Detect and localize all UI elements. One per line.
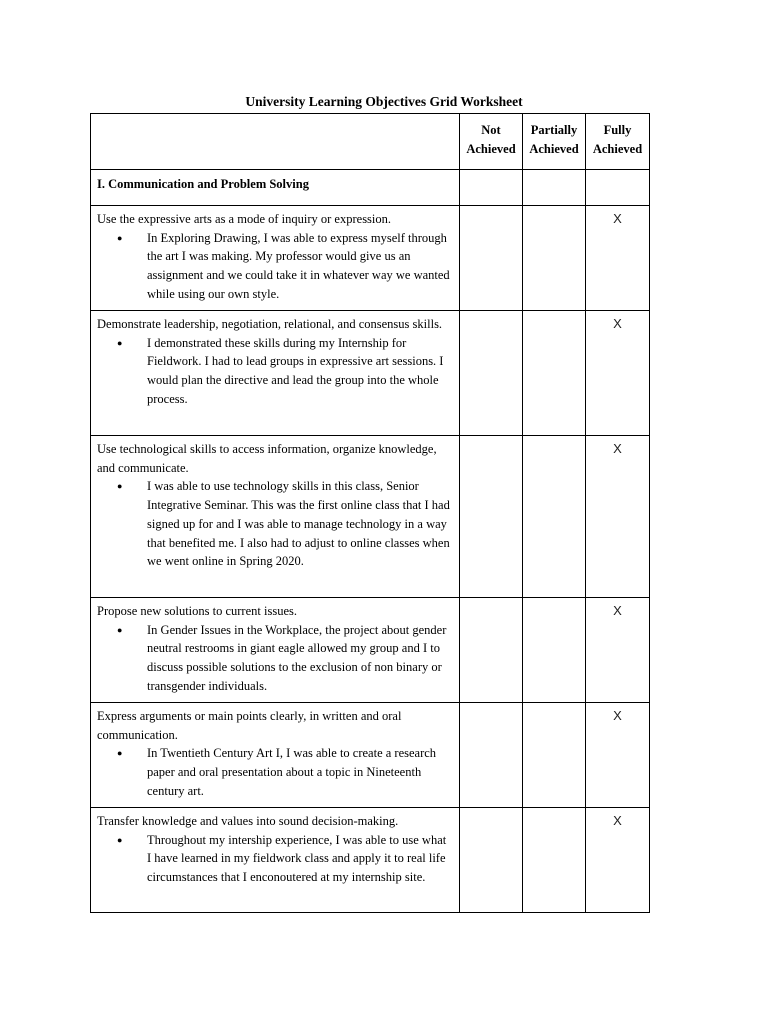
objective-text: Propose new solutions to current issues. <box>97 604 297 618</box>
evidence-text: I was able to use technology skills in this class, Senior Integrative Seminar. This was the first online class that I had signed up for and I was able to manage technology in a way that benefited me. I also had to adjust to online classes when we went online in Spring 2020. <box>147 479 450 569</box>
fully-achieved-cell <box>586 311 650 436</box>
objective-row <box>91 436 650 598</box>
fully-achieved-cell <box>586 808 650 913</box>
partially-achieved-cell <box>523 703 586 808</box>
bullet-icon: ● <box>117 834 123 845</box>
partially-achieved-cell <box>523 598 586 703</box>
objectives-grid-table <box>90 113 650 913</box>
objective-cell <box>91 703 460 808</box>
partially-achieved-cell <box>523 808 586 913</box>
evidence-text: Throughout my intership experience, I was able to use what I have learned in my fieldwork class and apply it to real life circumstances that I enconoutered at my internship site. <box>147 832 447 885</box>
section-full-cell <box>586 170 650 206</box>
objective-row <box>91 808 650 913</box>
bullet-icon: ● <box>117 337 123 348</box>
fully-achieved-cell <box>586 703 650 808</box>
not-achieved-header-line1: Not <box>481 123 501 137</box>
objective-cell <box>91 598 460 703</box>
objective-text: Express arguments or main points clearly, in written and oral communication. <box>97 709 402 742</box>
partially-achieved-header-line1: Partially <box>530 123 578 137</box>
fully-achieved-cell <box>586 598 650 703</box>
not-achieved-header <box>460 114 523 170</box>
fully-achieved-cell <box>586 436 650 598</box>
fully-achieved-mark: X <box>613 316 622 331</box>
not-achieved-cell <box>460 436 523 598</box>
evidence-bullet <box>117 831 453 887</box>
bullet-icon: ● <box>117 232 123 243</box>
fully-achieved-header <box>586 114 650 170</box>
fully-achieved-mark: X <box>613 211 622 226</box>
partially-achieved-cell <box>523 436 586 598</box>
bullet-icon: ● <box>117 481 123 492</box>
objective-cell <box>91 808 460 913</box>
evidence-text: In Exploring Drawing, I was able to express myself through the art I was making. My professor would give us an assignment and we could take it in whatever way we wanted while using our own style. <box>147 230 450 301</box>
partially-achieved-header-line2: Achieved <box>529 141 579 156</box>
fully-achieved-header-line2: Achieved <box>592 141 643 156</box>
objective-text: Demonstrate leadership, negotiation, relational, and consensus skills. <box>97 317 443 331</box>
objective-row <box>91 703 650 808</box>
section-partial-cell <box>523 170 586 206</box>
bullet-icon: ● <box>117 748 123 759</box>
objective-row <box>91 206 650 311</box>
not-achieved-cell <box>460 598 523 703</box>
objective-text: Transfer knowledge and values into sound decision-making. <box>97 814 399 828</box>
section-title: I. Communication and Problem Solving <box>91 170 460 206</box>
not-achieved-cell <box>460 808 523 913</box>
objective-row <box>91 311 650 436</box>
bullet-icon: ● <box>117 624 123 635</box>
objective-row <box>91 598 650 703</box>
evidence-bullet <box>117 229 453 304</box>
fully-achieved-header-line1: Fully <box>603 123 632 137</box>
objective-text: Use the expressive arts as a mode of inquiry or expression. <box>97 212 392 226</box>
partially-achieved-cell <box>523 311 586 436</box>
fully-achieved-mark: X <box>613 441 622 456</box>
partially-achieved-header <box>523 114 586 170</box>
section-row <box>91 170 650 206</box>
fully-achieved-cell <box>586 206 650 311</box>
section-not-cell <box>460 170 523 206</box>
evidence-text: In Twentieth Century Art I, I was able to create a research paper and oral presentation about a topic in Nineteenth century art. <box>147 746 437 798</box>
evidence-bullet <box>117 334 453 409</box>
partially-achieved-cell <box>523 206 586 311</box>
evidence-bullet <box>117 744 453 800</box>
not-achieved-cell <box>460 703 523 808</box>
evidence-text: In Gender Issues in the Workplace, the project about gender neutral restrooms in giant eagle allowed my group and I to discuss possible solutions to the exclusion of non binary or transgender individuals. <box>147 622 447 693</box>
not-achieved-cell <box>460 311 523 436</box>
evidence-bullet <box>117 621 453 696</box>
fully-achieved-mark: X <box>613 708 622 723</box>
evidence-text: I demonstrated these skills during my Internship for Fieldwork. I had to lead groups in expressive art sessions. I would plan the directive and lead the group into the whole process. <box>147 335 444 406</box>
objective-text: Use technological skills to access information, organize knowledge, and communicate. <box>97 442 437 475</box>
not-achieved-cell <box>460 206 523 311</box>
fully-achieved-mark: X <box>613 603 622 618</box>
objective-cell <box>91 206 460 311</box>
objective-cell <box>91 311 460 436</box>
not-achieved-header-line2: Achieved <box>466 141 516 156</box>
objective-cell <box>91 436 460 598</box>
header-row <box>91 114 650 170</box>
evidence-bullet <box>117 477 453 571</box>
page-title: University Learning Objectives Grid Worksheet <box>245 94 523 109</box>
fully-achieved-mark: X <box>613 813 622 828</box>
objective-header-cell <box>91 114 460 170</box>
